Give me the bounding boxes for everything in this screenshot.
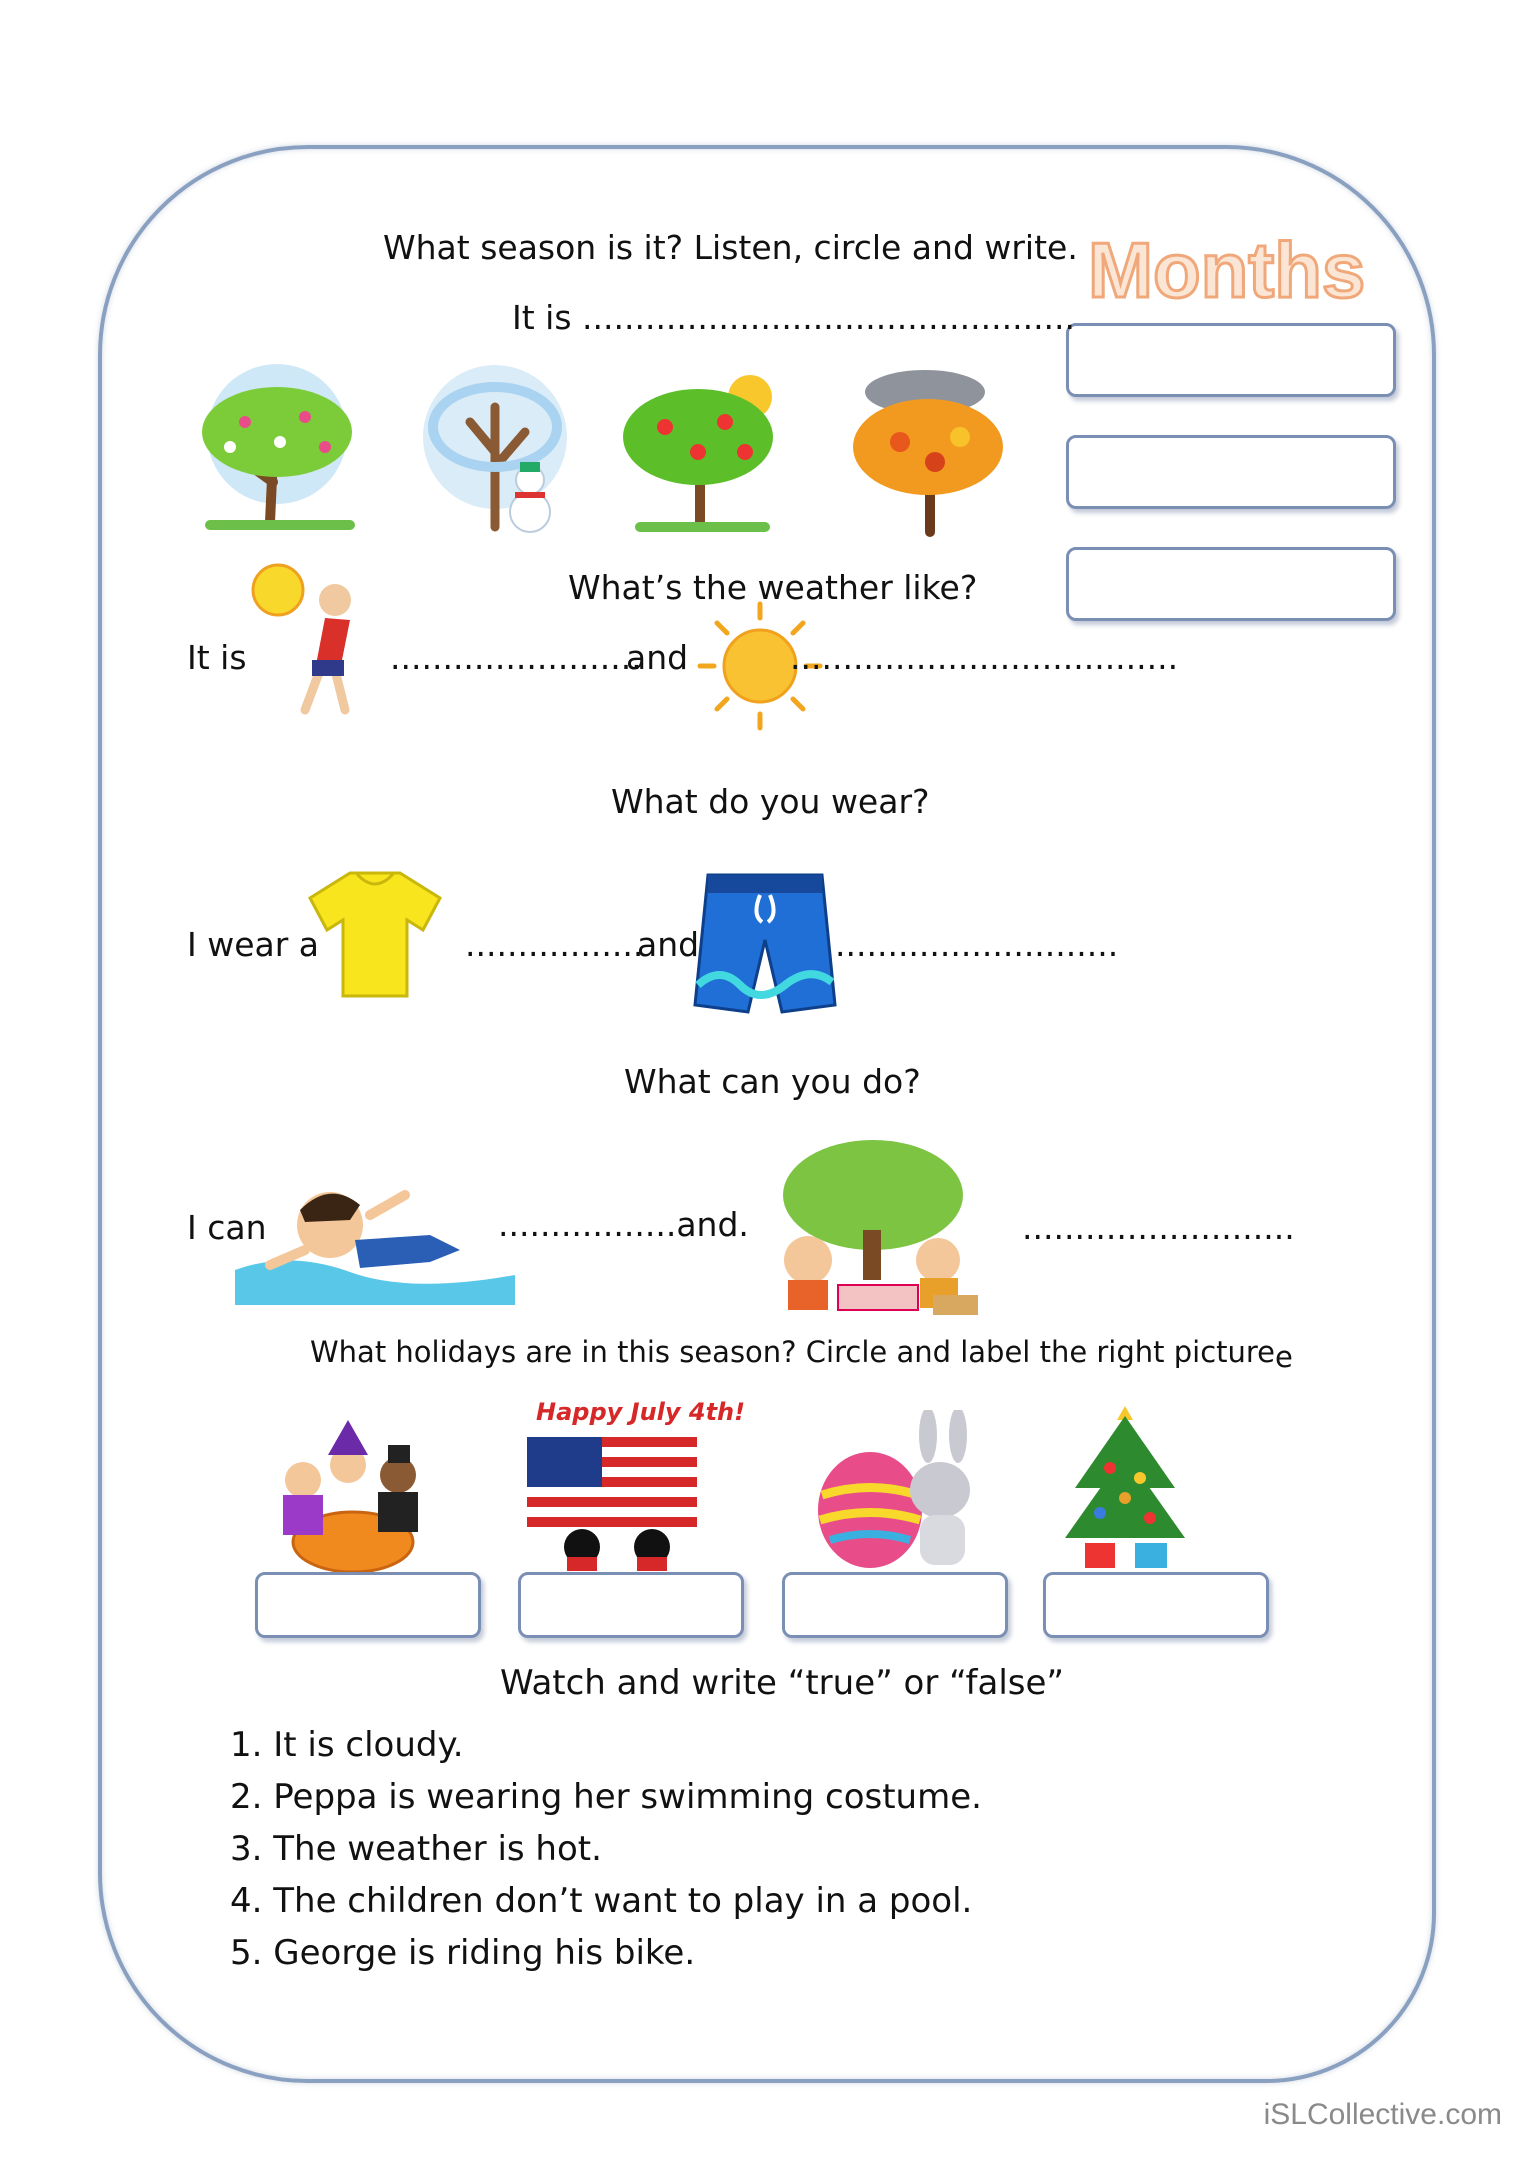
q2-and: and (626, 638, 689, 677)
christmas-tree-icon (1055, 1398, 1195, 1573)
q4-blank1[interactable]: .................and. (498, 1205, 749, 1244)
item-text: The weather is hot. (273, 1829, 602, 1869)
tshirt-icon (305, 868, 445, 1000)
summer-tree-icon (610, 362, 790, 540)
hot-man-icon (240, 560, 390, 725)
holiday-label-box-3[interactable] (782, 1572, 1008, 1638)
item-text: It is cloudy. (273, 1725, 464, 1765)
month-box-2[interactable] (1066, 435, 1396, 509)
list-item (230, 1725, 982, 1777)
july-fourth-flag-icon (522, 1432, 702, 1572)
q5-stray-letter: e (1275, 1340, 1293, 1374)
true-false-list (230, 1725, 982, 1985)
halloween-icon (248, 1420, 458, 1572)
q4-question: What can you do? (624, 1062, 921, 1101)
q4-blank2[interactable]: .......................... (1022, 1208, 1295, 1247)
q2-blank2[interactable]: ..................................... (790, 638, 1179, 677)
list-item (230, 1881, 982, 1933)
month-box-3[interactable] (1066, 547, 1396, 621)
list-item (230, 1933, 982, 1985)
q3-question: What do you wear? (611, 782, 930, 821)
item-number: 4. (230, 1881, 263, 1921)
item-number: 2. (230, 1777, 263, 1817)
q3-blank1[interactable]: ................. (465, 925, 644, 964)
autumn-tree-icon (840, 362, 1015, 547)
q3-start: I wear a (187, 925, 320, 964)
july-banner: Happy July 4th! (536, 1398, 746, 1426)
winter-tree-icon (415, 362, 580, 542)
swim-shorts-icon (690, 870, 840, 1018)
list-item (230, 1829, 982, 1881)
spring-tree-icon (185, 362, 370, 537)
holiday-label-box-4[interactable] (1043, 1572, 1269, 1638)
q5-instruction: What holidays are in this season? Circle and label the right picture (310, 1335, 1276, 1369)
q6-instruction: Watch and write “true” or “false” (500, 1663, 1065, 1703)
holiday-label-box-1[interactable] (255, 1572, 481, 1638)
item-text: The children don’t want to play in a pool. (273, 1881, 973, 1921)
easter-bunny-icon (810, 1410, 1000, 1572)
item-text: George is riding his bike. (273, 1933, 696, 1973)
item-number: 3. (230, 1829, 263, 1869)
q1-sentence[interactable]: It is ............................................... (512, 298, 1076, 337)
q2-start: It is (187, 638, 247, 677)
q3-blank2[interactable]: ........................... (835, 925, 1119, 964)
q1-instruction: What season is it? Listen, circle and write. (383, 228, 1078, 267)
item-number: 1. (230, 1725, 263, 1765)
swimming-boy-icon (230, 1180, 520, 1305)
item-text: Peppa is wearing her swimming costume. (273, 1777, 982, 1817)
item-number: 5. (230, 1933, 263, 1973)
footer-watermark: iSLCollective.com (1263, 2098, 1502, 2131)
holiday-label-box-2[interactable] (518, 1572, 744, 1638)
q2-question: What’s the weather like? (568, 568, 978, 607)
month-box-1[interactable] (1066, 323, 1396, 397)
picnic-icon (738, 1135, 1008, 1318)
list-item (230, 1777, 982, 1829)
q4-start: I can (187, 1208, 267, 1247)
q2-blank1[interactable]: ........................ (390, 638, 642, 677)
q3-and: and (637, 925, 700, 964)
months-title: Months (1088, 226, 1366, 314)
